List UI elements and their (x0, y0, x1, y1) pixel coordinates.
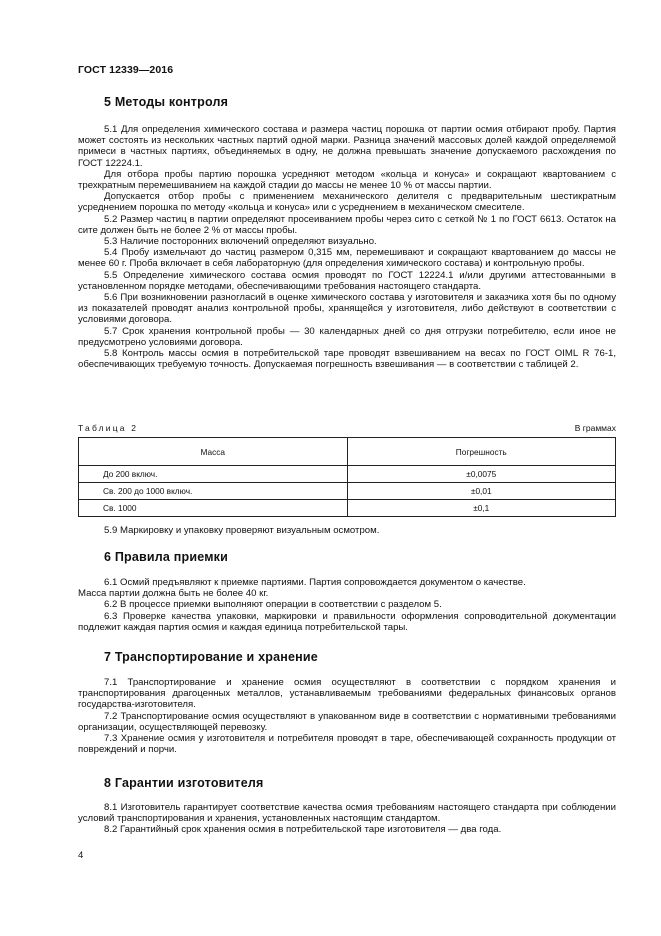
cell-error: ±0,1 (347, 500, 616, 517)
cell-mass: До 200 включ. (79, 466, 348, 483)
page-number: 4 (78, 850, 84, 861)
section-5-title: 5 Методы контроля (104, 95, 229, 109)
paragraph-6-1-mass: Масса партии должна быть не более 40 кг. (78, 588, 269, 600)
paragraph-6-1: 6.1 Осмий предъявляют к приемке партиями. Партия сопровождается документом о качестве. (104, 577, 526, 588)
paragraph-6-3: 6.3 Проверке качества упаковки, маркировки и правильности оформления сопроводительной документации подлежит каждая партия осмия и каждая единица потребительской тары. (78, 610, 616, 633)
cell-error: ±0,01 (347, 483, 616, 500)
paragraph-5-9: 5.9 Маркировку и упаковку проверяют визуальным осмотром. (104, 525, 380, 536)
table-2 (78, 437, 616, 517)
document-header: ГОСТ 12339—2016 (78, 64, 174, 76)
cell-mass: Св. 200 до 1000 включ. (79, 483, 348, 500)
section-7-title: 7 Транспортирование и хранение (104, 650, 318, 664)
paragraph-7-1: 7.1 Транспортирование и хранение осмия осуществляют в соответствии с порядком хранения и транспортирования драгоценных металлов, устанавливаемым требованиями федеральных финансовых органов государства-изготовителя. (78, 677, 616, 711)
section-5-body (78, 124, 616, 370)
paragraph-5-9-block (78, 525, 616, 536)
column-header-error: Погрешность (347, 438, 616, 466)
cell-error: ±0,0075 (347, 466, 616, 483)
paragraph-5-4: 5.4 Пробу измельчают до частиц размером 0,315 мм, перемешивают и сокращают квартованием до массы не менее 60 г. Проба включает в себя лабораторную (для определения химического состава) и контрольную пробы. (78, 247, 616, 270)
paragraph-5-3: 5.3 Наличие посторонних включений определяют визуально. (104, 236, 377, 248)
section-7-body (78, 677, 616, 755)
table-2-caption: Таблица 2 (78, 423, 139, 433)
cell-mass: Св. 1000 (79, 500, 348, 517)
table-row (79, 466, 616, 483)
paragraph-5-1: 5.1 Для определения химического состава и размера частиц порошка от партии осмия отбирают пробу. Партия может состоять из нескольких частных партий одной марки. Разница значений массовых долей каждой определяемой примеси в частных партиях, объединяемых в одну, не должна превышать значение допускаемого расхождения по ГОСТ 12224.1. (78, 124, 616, 169)
paragraph-7-2: 7.2 Транспортирование осмия осуществляют в упакованном виде в соответствии с нормативными требованиями организации, осуществляющей перевозку. (78, 710, 616, 733)
paragraph-7-3: 7.3 Хранение осмия у изготовителя и потребителя проводят в таре, обеспечивающей сохранность продукции от повреждений и порчи. (78, 733, 616, 756)
section-6-title: 6 Правила приемки (104, 550, 228, 564)
paragraph-5-1-sampling: Для отбора пробы партию порошка усредняют методом «кольца и конуса» и сокращают квартованием с трехкратным перемешиванием на каждой стадии до массы не менее 10 % от массы партии. (78, 168, 616, 192)
paragraph-8-2: 8.2 Гарантийный срок хранения осмия в потребительской таре изготовителя — два года. (104, 824, 502, 836)
section-6-body (78, 577, 616, 633)
paragraph-5-7: 5.7 Срок хранения контрольной пробы — 30 календарных дней со дня отгрузки потребителю, если иное не предусмотрено условиями договора. (78, 325, 616, 348)
paragraph-8-1: 8.1 Изготовитель гарантирует соответствие качества осмия требованиям настоящего стандарта при соблюдении условий транспортирования и хранения, установленных настоящим стандартом. (78, 802, 616, 825)
paragraph-5-1-divider: Допускается отбор пробы с применением механического делителя с предварительным шестикратным усреднением порошка по методу «кольца и конуса» или с усреднением в механическом смесителе. (78, 191, 616, 214)
table-2-units: В граммах (574, 423, 616, 433)
table-row (79, 500, 616, 517)
paragraph-5-2: 5.2 Размер частиц в партии определяют просеиванием пробы через сито с сеткой № 1 по ГОСТ 6613. Остаток на сите должен быть не более 2 % от массы пробы. (78, 213, 616, 236)
paragraph-5-8: 5.8 Контроль массы осмия в потребительской таре проводят взвешиванием на весах по ГОСТ OIML R 76-1, обеспечивающих требуемую точность. Допускаемая погрешность взвешивания — в соответствии с таблицей 2. (78, 348, 616, 371)
paragraph-5-6: 5.6 При возникновении разногласий в оценке химического состава у изготовителя и заказчика хотя бы по одному из показателей проводят анализ контрольной пробы, хранящейся у изготовителя, либо действуют в соответствии с условиями договора. (78, 292, 616, 326)
section-8-title: 8 Гарантии изготовителя (104, 776, 264, 790)
paragraph-5-5: 5.5 Определение химического состава осмия проводят по ГОСТ 12224.1 и/или другими аттестованными в установленном порядке методами, обеспечивающими требования настоящего стандарта. (78, 269, 616, 292)
table-row (79, 483, 616, 500)
table-header-row (79, 438, 616, 466)
section-8-body (78, 802, 616, 836)
paragraph-6-2: 6.2 В процессе приемки выполняют операции в соответствии с разделом 5. (104, 599, 442, 611)
column-header-mass: Масса (79, 438, 348, 466)
